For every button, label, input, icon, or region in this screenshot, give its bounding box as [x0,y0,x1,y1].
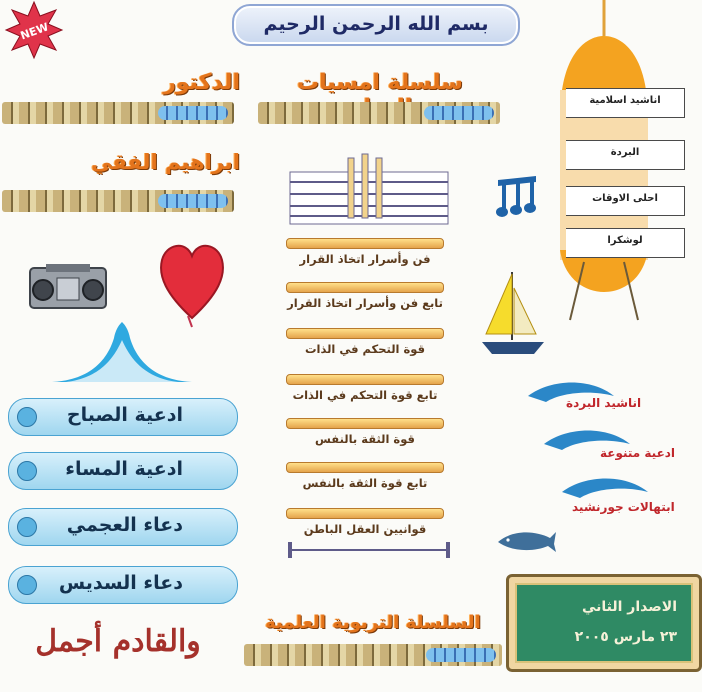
lesson-item[interactable] [280,418,450,450]
anasheed-thanks-item[interactable] [566,228,685,258]
dua-morning-label: ادعية الصباح [66,404,183,426]
dua-sudais-label: دعاء السديس [58,572,183,594]
anasheed-label: اناشيد اسلامية [589,95,661,106]
anasheed-best-times-item[interactable] [566,186,685,216]
educational-series-title: السلسلة التربوية العلمية [265,612,481,633]
edition-date: ٢٣ مارس ٢٠٠٥ [574,629,677,645]
lesson-label: قوة الثقة بالنفس [315,432,415,446]
new-badge [4,0,64,60]
anasheed-label: البردة [610,147,640,158]
doctor-name-tape [2,190,234,212]
dome-ornament [52,318,192,384]
anasheed-burda-item[interactable] [566,140,685,170]
lesson-item[interactable] [280,374,450,406]
dolphin-icon [494,524,558,554]
lesson-label: قوانيين العقل الباطن [303,522,427,536]
lesson-item[interactable] [280,328,450,360]
issue-panel [515,583,693,663]
lesson-label: تابع فن وأسرار اتخاذ القرار [287,296,443,310]
dua-evening-button[interactable] [8,452,238,490]
dua-sudais-button[interactable] [8,566,238,604]
lesson-item[interactable] [280,508,450,540]
lesson-label: تابع قوة التحكم في الذات [292,388,438,402]
bismillah-banner [232,4,520,46]
wave-various-label[interactable]: ادعية متنوعة [600,446,676,460]
play-icon [17,517,37,537]
lessons-bottom-rail [284,540,454,560]
lesson-label: فن وأسرار اتخاذ القرار [299,252,431,266]
series-title: سلسلة امسيات [297,70,463,95]
play-icon [17,407,37,427]
radio-icon [28,262,108,310]
series-title-tape [258,102,500,124]
wave-burda-label[interactable]: اناشيد البردة [566,396,642,410]
doctor-label-tape [2,102,234,124]
dua-ajami-button[interactable] [8,508,238,546]
issue-box [506,574,702,672]
bismillah-text: بسم الله الرحمن الرحيم [263,13,489,35]
music-notes-icon [492,172,540,220]
dua-morning-button[interactable] [8,398,238,436]
lesson-label: تابع قوة الثقة بالنفس [302,476,428,490]
wave-jornasheed-label[interactable]: ابتهالات جورنشيد [572,500,675,514]
lesson-item[interactable] [280,238,450,270]
lesson-item[interactable] [280,462,450,494]
sailboat-icon [478,268,550,358]
doctor-label: الدكتور [163,70,240,95]
doctor-name: ابراهيم الفقي [91,150,240,174]
play-icon [17,575,37,595]
music-staff-icon [284,150,454,230]
edition-label: الاصدار الثاني [581,599,677,615]
anasheed-label: لوشكرا [607,235,643,246]
footer-slogan: والقادم أجمل [35,624,201,659]
educational-series-tape [244,644,502,666]
lesson-item[interactable] [280,282,450,314]
heart-icon [156,232,228,328]
anasheed-islamic-item[interactable] [566,88,685,118]
lesson-label: قوة التحكم في الذات [304,342,426,356]
dua-ajami-label: دعاء العجمي [66,514,183,536]
anasheed-label: احلى الاوقات [592,193,658,204]
new-badge-text: NEW [18,20,51,43]
dua-evening-label: ادعية المساء [65,458,183,480]
play-icon [17,461,37,481]
